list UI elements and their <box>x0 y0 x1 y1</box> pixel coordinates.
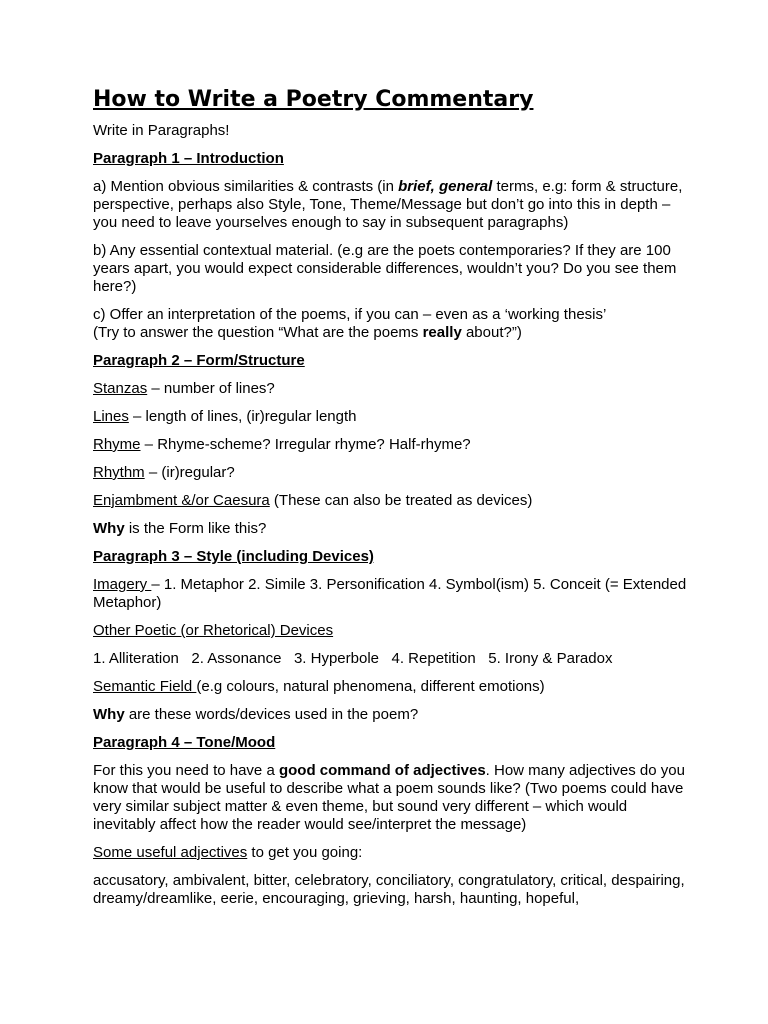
text-run: about?”) <box>461 324 522 341</box>
form-item-enjambment <box>93 492 693 510</box>
text-run: (Try to answer the question “What are the poems <box>93 324 423 341</box>
tone-useful-adjectives <box>93 844 693 862</box>
emphasis-text: brief, general <box>398 178 493 195</box>
form-item-lines <box>93 408 693 426</box>
heading-text: Paragraph 1 – Introduction <box>93 150 284 167</box>
term: Rhyme <box>93 436 141 453</box>
paragraph-1-item-c <box>93 306 693 342</box>
paragraph-1-item-b: b) Any essential contextual material. (e.g are the poets contemporaries? If they are 100 years apart, you would expect considerable differences, wouldn’t you? Do you see them here?) <box>93 242 677 295</box>
term: Lines <box>93 408 129 425</box>
text-run: – length of lines, (ir)regular length <box>128 408 357 425</box>
style-devices-list: 1. Alliteration 2. Assonance 3. Hyperbole 4. Repetition 5. Irony & Paradox <box>93 650 613 667</box>
form-item-stanzas <box>93 380 693 398</box>
text-run: – Rhyme-scheme? Irregular rhyme? Half-rhyme? <box>140 436 471 453</box>
term: Other Poetic (or Rhetorical) Devices <box>93 622 334 639</box>
form-item-rhythm <box>93 464 693 482</box>
paragraph-1-heading <box>93 150 693 168</box>
term: Stanzas <box>93 380 148 397</box>
document-title: How to Write a Poetry Commentary <box>93 87 534 112</box>
text-run: to get you going: <box>247 844 363 861</box>
form-item-rhyme <box>93 436 693 454</box>
text-run: – 1. Metaphor 2. Simile 3. Personification 4. Symbol(ism) 5. Conceit (= Extended Metaphor) <box>93 576 687 611</box>
intro-text: Write in Paragraphs! <box>93 122 230 139</box>
style-imagery <box>93 576 693 612</box>
form-why <box>93 520 693 538</box>
term: Enjambment &/or Caesura <box>93 492 270 509</box>
tone-body <box>93 762 693 834</box>
text-run: For this you need to have a <box>93 762 279 779</box>
style-other-devices <box>93 622 693 640</box>
term: Semantic Field <box>93 678 197 695</box>
term: Imagery <box>93 576 152 593</box>
paragraph-1-item-a <box>93 178 693 232</box>
heading-text: Paragraph 3 – Style (including Devices) <box>93 548 374 565</box>
style-why <box>93 706 693 724</box>
text-run: – (ir)regular? <box>144 464 235 481</box>
bold-text: good command of adjectives <box>278 762 486 779</box>
bold-text: Why <box>93 520 125 537</box>
term: Rhythm <box>93 464 145 481</box>
document-page <box>93 86 693 918</box>
text-run: (e.g colours, natural phenomena, different emotions) <box>196 678 545 695</box>
tone-adjective-list: accusatory, ambivalent, bitter, celebratory, conciliatory, congratulatory, critical, despairing, dreamy/dreamlike, eerie, encouraging, grieving, harsh, haunting, hopeful, <box>93 872 685 907</box>
bold-text: Why <box>93 706 125 723</box>
text-run: is the Form like this? <box>124 520 267 537</box>
term: Some useful adjectives <box>93 844 248 861</box>
text-run: (These can also be treated as devices) <box>269 492 533 509</box>
text-run: a) Mention obvious similarities & contrasts (in <box>93 178 399 195</box>
bold-text: really <box>422 324 462 341</box>
paragraph-2-heading <box>93 352 693 370</box>
text-run: c) Offer an interpretation of the poems, if you can – even as a ‘working thesis’ <box>93 306 607 323</box>
paragraph-3-heading <box>93 548 693 566</box>
text-run: terms, e.g: form & structure, perspective, perhaps also Style, Tone, Theme/Message but don’t go into this in depth – you need to leave yourselves enough to say in subsequent paragraphs) <box>93 178 683 231</box>
paragraph-4-heading <box>93 734 693 752</box>
text-run: are these words/devices used in the poem? <box>124 706 419 723</box>
text-run: – number of lines? <box>147 380 275 397</box>
style-semantic-field <box>93 678 693 696</box>
heading-text: Paragraph 4 – Tone/Mood <box>93 734 276 751</box>
text-run: . How many adjectives do you know that would be useful to describe what a poem sounds like? (Two poems could have very similar subject matter & even theme, but sound very different – which would inevitably affect how the reader would see/interpret the message) <box>93 762 685 833</box>
heading-text: Paragraph 2 – Form/Structure <box>93 352 305 369</box>
